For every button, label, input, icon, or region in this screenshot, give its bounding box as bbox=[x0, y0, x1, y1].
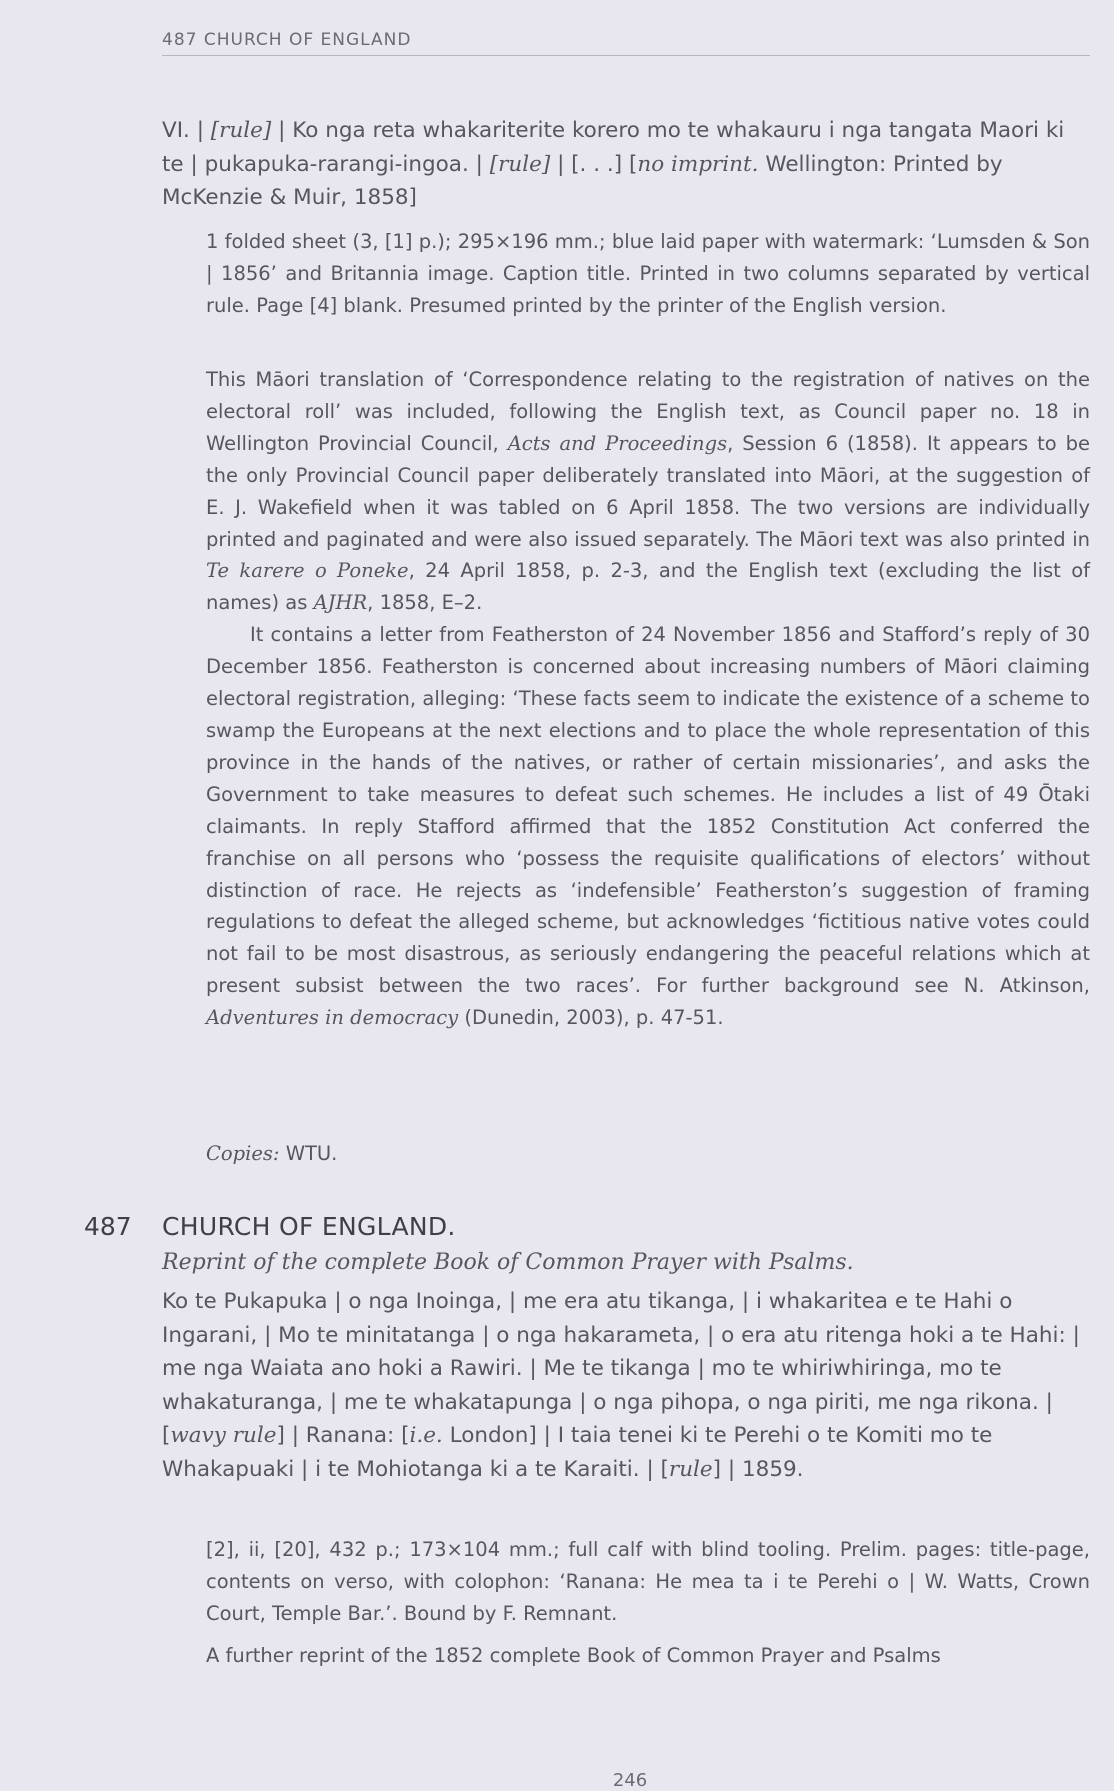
entry-vi-notes bbox=[206, 364, 1090, 1034]
entry-vi-copies: Copies: WTU. bbox=[206, 1142, 338, 1165]
entry-487-note: A further reprint of the 1852 complete Book of Common Prayer and Psalms bbox=[206, 1644, 941, 1667]
entry-vi-note-1: This Māori translation of ‘Correspondence relating to the registration of natives on the electoral roll’ was included, following the English text, as Council paper no. 18 in Wellington Provincial Council, Acts and Proceedings, Session 6 (1858). It appears to be the only Provincial Council paper deliberately translated into Māori, at the suggestion of E. J. Wakefield when it was tabled on 6 April 1858. The two versions are individually printed and paginated and were also issued separately. The Māori text was also printed in Te karere o Poneke, 24 April 1858, p. 2-3, and the English text (excluding the list of names) as AJHR, 1858, E–2. bbox=[206, 368, 1091, 615]
entry-487-physical-description: [2], ii, [20], 432 p.; 173×104 mm.; full calf with blind tooling. Prelim. pages: title-page, contents on verso, with colophon: ‘Ranana: He mea ta i te Perehi o | W. Watts, Crown Court, Temple Bar.’. Bound by F. Remnant. bbox=[206, 1538, 1090, 1625]
entry-vi-title: VI. | [rule] | Ko nga reta whakariterite korero mo te whakauru i nga tangata Maori ki te | pukapuka-rarangi-ingoa. | [rule] | [. . .] [no imprint. Wellington: Printed by McKenzie & Muir, 1858] bbox=[162, 118, 1065, 210]
entry-vi-physical-description: 1 folded sheet (3, [1] p.); 295×196 mm.; blue laid paper with watermark: ‘Lumsden & Son | 1856’ and Britannia image. Caption title. Printed in two columns separated by vertical rule. Page [4] blank. Presumed printed by the printer of the English version. bbox=[206, 230, 1090, 317]
entry-vi-note-2: It contains a letter from Featherston of 24 November 1856 and Stafford’s reply of 30 December 1856. Featherston is concerned about increasing numbers of Māori claiming electoral registration, alleging: ‘These facts seem to indicate the existence of a scheme to swamp the Europeans at the next elections and to place the whole representation of this province in the hands of the natives, or rather of certain missionaries’, and asks the Government to take measures to defeat such schemes. He includes a list of 49 Ōtaki claimants. In reply Stafford affirmed that the 1852 Constitution Act conferred the franchise on all persons who ‘possess the requisite qualifications of electors’ without distinction of race. He rejects as ‘indefensible’ Featherston’s suggestion of framing regulations to defeat the alleged scheme, but acknowledges ‘fictitious native votes could not fail to be most disastrous, as seriously endangering the peaceful relations which at present subsist between the two races’. For further background see N. Atkinson, Adventures in democracy (Dunedin, 2003), p. 47-51. bbox=[206, 623, 1090, 1030]
entry-487-title: Ko te Pukapuka | o nga Inoinga, | me era atu tikanga, | i whakaritea e te Hahi o Ingarani, | Mo te minitatanga | o nga hakarameta, | o era atu ritenga hoki a te Hahi: | me nga Waiata ano hoki a Rawiri. | Me te tikanga | mo te whiriwhiringa, mo te whakaturanga, | me te whakatapunga | o nga pihopa, o nga piriti, me nga rikona. | [wavy rule] | Ranana: [i.e. London] | I taia tenei ki te Perehi o te Komiti mo te Whakapuaki | i te Mohiotanga ki a te Karaiti. | [rule] | 1859. bbox=[162, 1289, 1080, 1482]
entry-number: 487 bbox=[84, 1212, 132, 1241]
running-head: 487 CHURCH OF ENGLAND bbox=[162, 30, 1090, 56]
entry-heading: CHURCH OF ENGLAND. bbox=[162, 1212, 456, 1241]
page-number: 246 bbox=[612, 1770, 648, 1791]
entry-subheading: Reprint of the complete Book of Common Prayer with Psalms. bbox=[162, 1250, 854, 1275]
